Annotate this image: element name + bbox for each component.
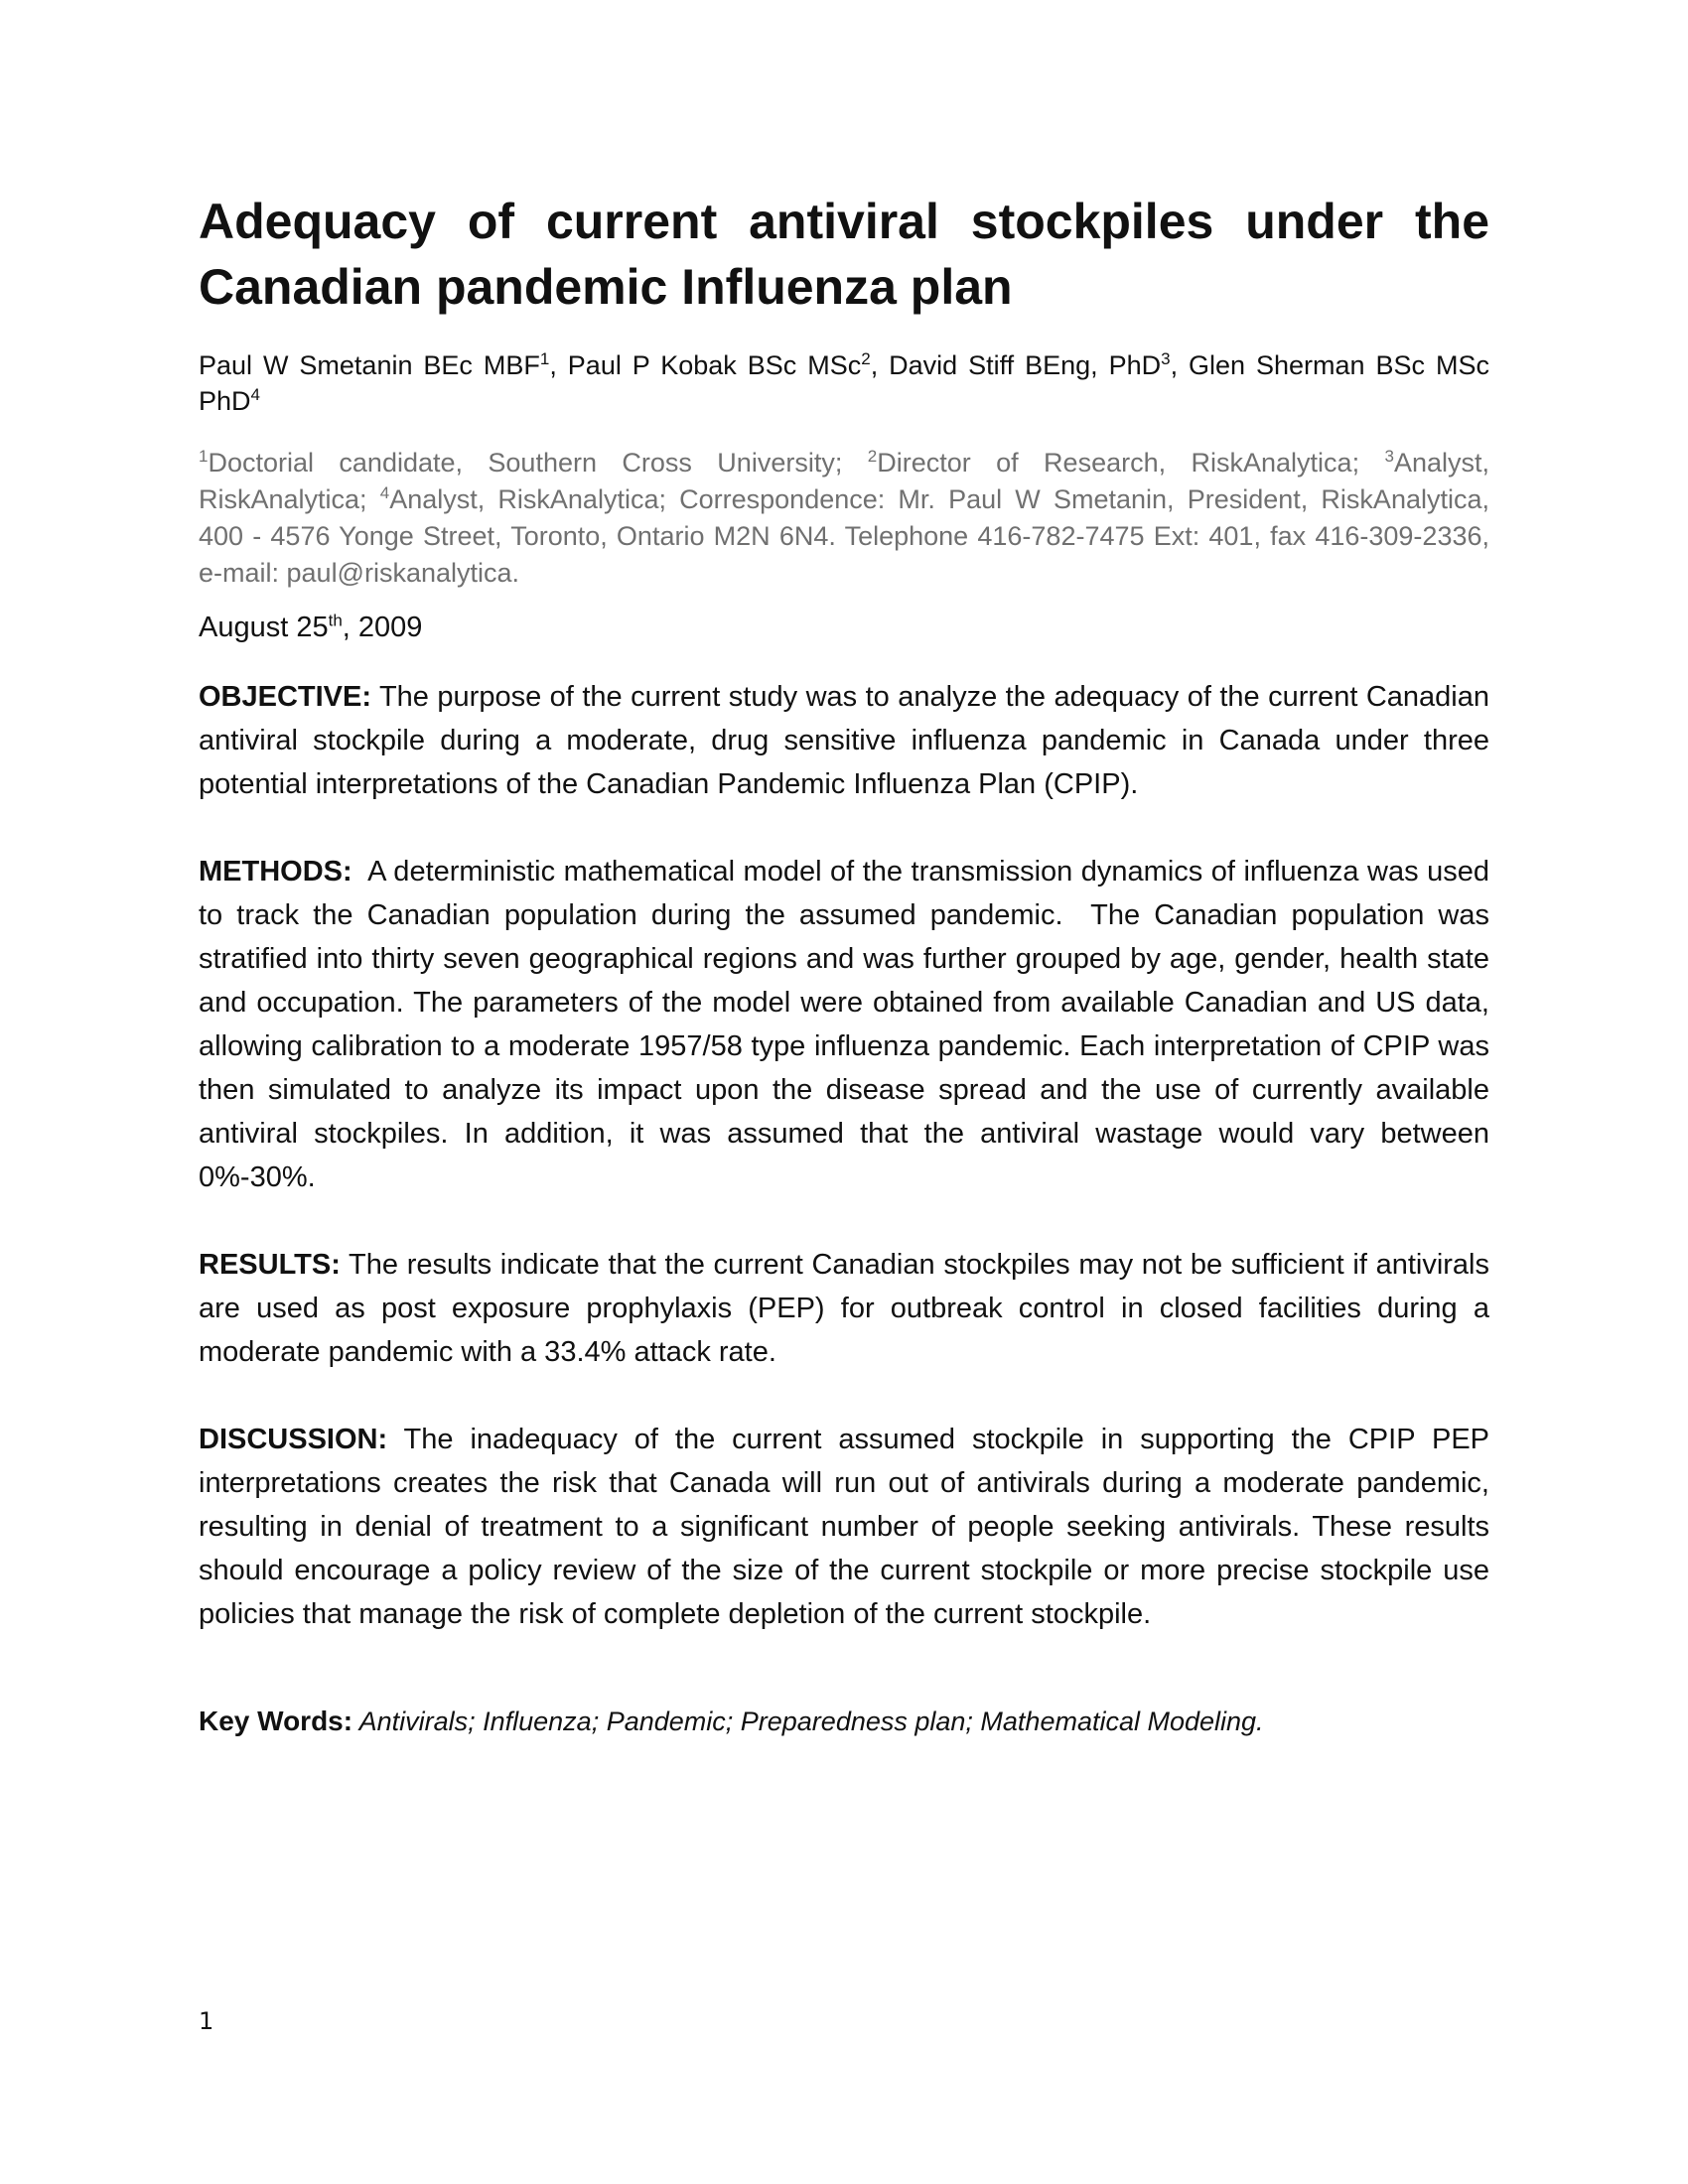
objective-text: The purpose of the current study was to analyze the adequacy of the current Canadian antiviral stockpile during a moderate, drug sensitive influenza pandemic in Canada under three potential interpretations of the Canadian Pandemic Influenza Plan (CPIP). [199,681,1489,800]
author-name: Paul P Kobak BSc MSc [567,350,862,380]
affiliation-text: Analyst, RiskAnalytica; [199,448,1489,514]
discussion-section [199,1418,1489,1636]
author-name: Glen Sherman BSc MSc PhD [199,350,1489,416]
paper-title: Adequacy of current antiviral stockpiles under the Canadian pandemic Influenza plan [199,194,1489,315]
date-ordinal: th [328,611,343,630]
affiliation-text: Analyst, RiskAnalytica; Correspondence: Mr. Paul W Smetanin, President, RiskAnalytica, 400 - 4576 Yonge Street, Toronto, Ontario M2N 6N4. Telephone 416-782-7475 Ext: 401, fax 416-309-2336, e-mail: paul@riskanalytica. [199,484,1489,588]
discussion-text: The inadequacy of the current assumed stockpile in supporting the CPIP PEP interpretations creates the risk that Canada will run out of antivirals during a moderate pandemic, resulting in denial of treatment to a significant number of people seeking antivirals. These results should encourage a policy review of the size of the current stockpile or more precise stockpile use policies that manage the risk of complete depletion of the current stockpile. [199,1424,1489,1630]
affiliation-text: Director of Research, RiskAnalytica; [877,448,1385,478]
results-section [199,1243,1489,1374]
affiliation-mark: 2 [867,447,878,466]
author-affiliation-mark: 3 [1161,349,1171,368]
objective-label: OBJECTIVE: [199,681,372,713]
discussion-label: DISCUSSION: [199,1424,388,1455]
author-list: Paul W Smetanin BEc MBF$^1$, Paul P Kobak BSc MSc$^2$, David Stiff BEng, PhD$^3$, Glen Sherman BSc MSc PhD$^4$ [199,349,1489,416]
affiliation-mark: 4 [379,483,390,502]
keywords-text: Antivirals; Influenza; Pandemic; Preparedness plan; Mathematical Modeling. [352,1706,1264,1736]
results-text: The results indicate that the current Canadian stockpiles may not be sufficient if antivirals are used as post exposure prophylaxis (PEP) for outbreak control in closed facilities during a moderate pandemic with a 33.4% attack rate. [199,1249,1489,1368]
keywords-label: Key Words: [199,1706,353,1736]
keywords [199,1702,1489,1741]
date-suffix: , 2009 [342,612,423,643]
methods-section [199,850,1498,1199]
publication-date [199,608,1489,647]
affiliation-mark: 1 [199,447,209,466]
objective-section [199,675,1489,806]
paper-page [199,189,1498,1769]
page-number: 1 [199,2007,214,2035]
author-name: David Stiff BEng, PhD [889,350,1162,380]
author-affiliation-mark: 2 [861,349,871,368]
affiliation-text: Doctorial candidate, Southern Cross University; [208,448,868,478]
methods-text: A deterministic mathematical model of the transmission dynamics of influenza was used to track the Canadian population during the assumed pandemic. The Canadian population was stratified into thirty seven geographical regions and was further grouped by age, gender, health state and occupation. The parameters of the model were obtained from available Canadian and US data, allowing calibration to a moderate 1957/58 type influenza pandemic. Each interpretation of CPIP was then simulated to analyze its impact upon the disease spread and the use of currently available antiviral stockpiles. In addition, it was assumed that the antiviral wastage would vary between 0%-30%. [199,856,1498,1193]
author-affiliation-mark: 4 [250,385,260,404]
affiliations [199,445,1489,592]
results-label: RESULTS: [199,1249,341,1281]
author-affiliation-mark: 1 [539,349,550,368]
date-prefix: August 25 [199,612,329,643]
methods-label: METHODS: [199,856,352,887]
affiliation-mark: 3 [1384,447,1394,466]
author-name: Paul W Smetanin BEc MBF [199,350,540,380]
